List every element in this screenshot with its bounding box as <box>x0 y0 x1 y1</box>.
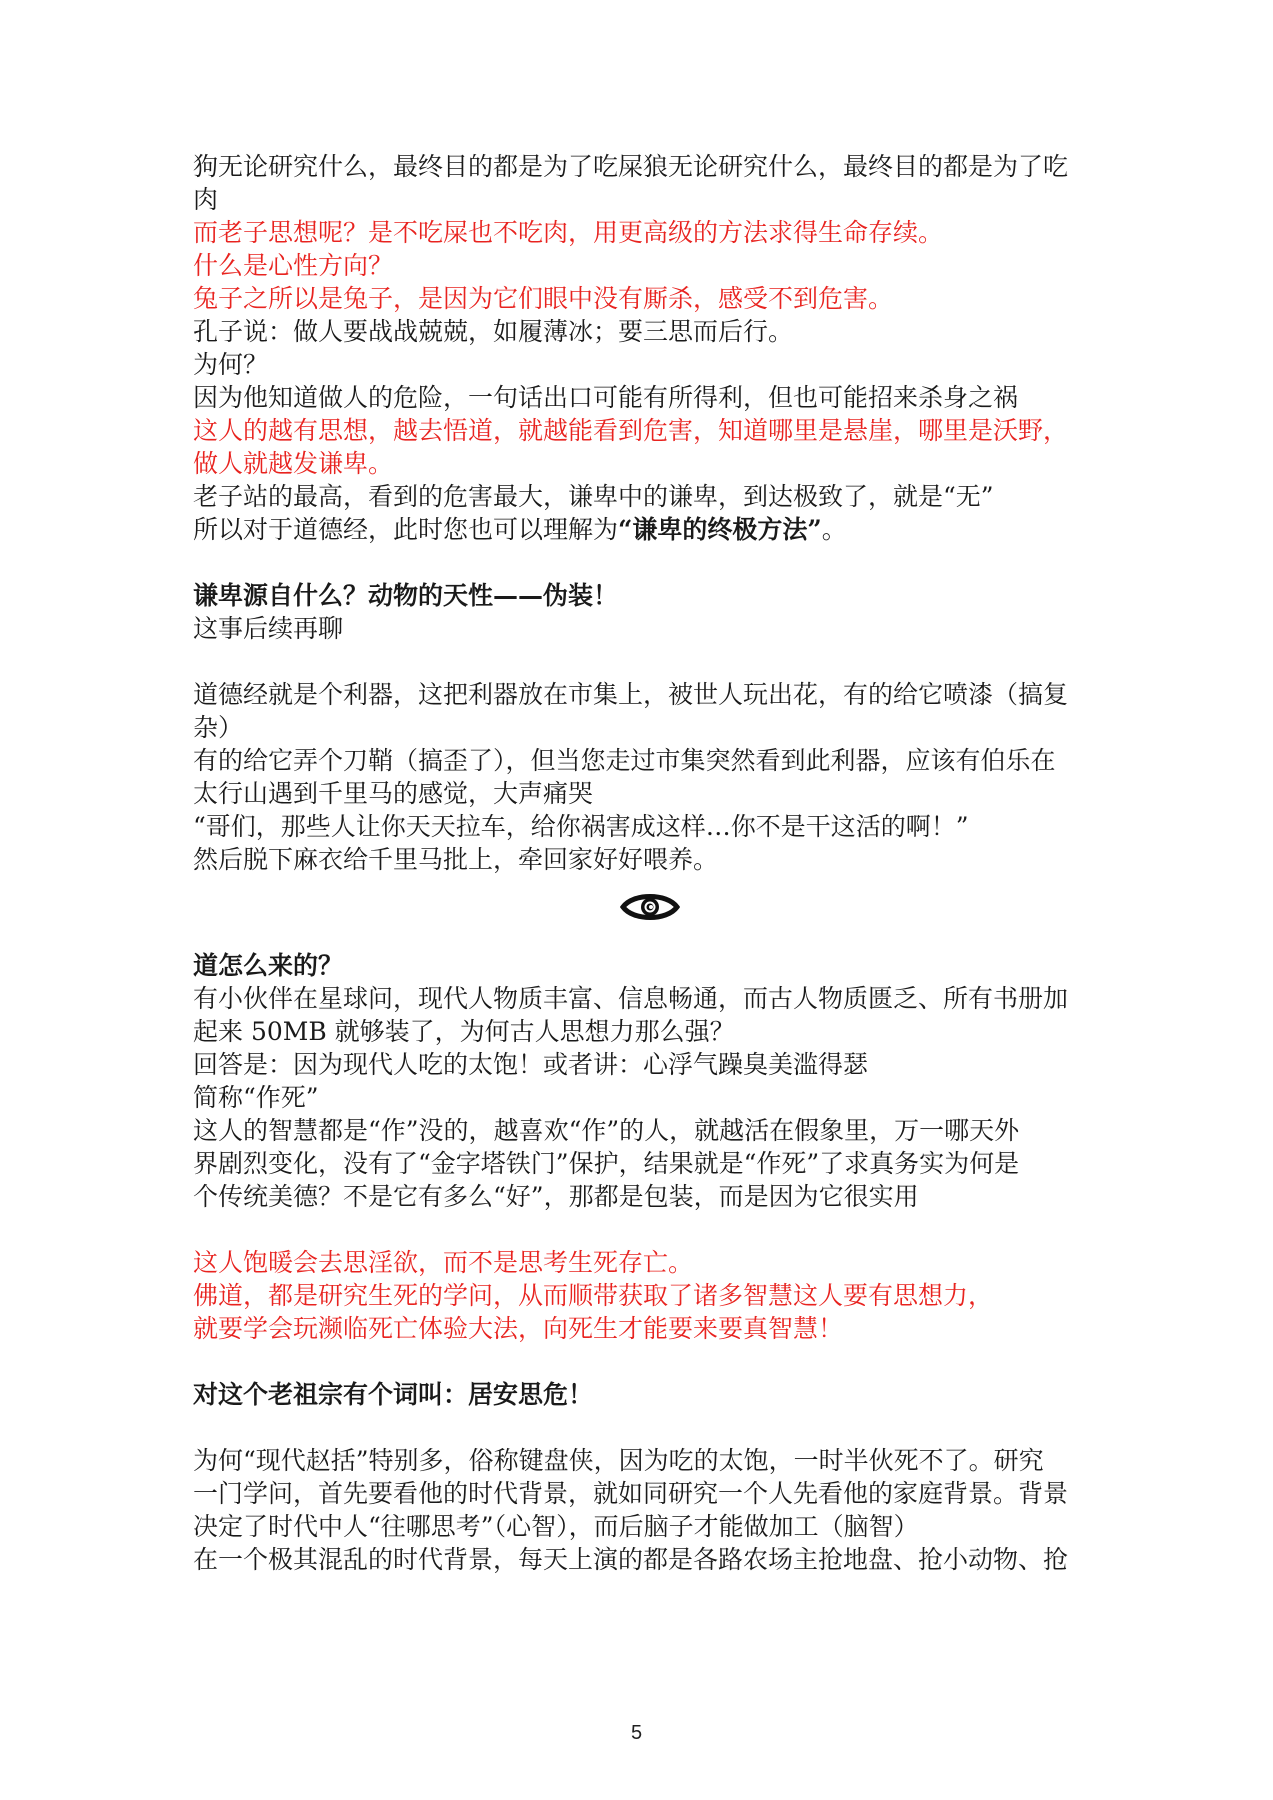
highlight-paragraph: 这人饱暖会去思淫欲，而不是思考生死存亡。 <box>193 1248 694 1277</box>
highlight-paragraph: 而老子思想呢？是不吃屎也不吃肉，用更高级的方法求得生命存续。 <box>193 218 944 247</box>
paragraph: 一门学问，首先要看他的时代背景，就如同研究一个人先看他的家庭背景。背景 <box>193 1479 1069 1508</box>
section-heading: 谦卑源自什么？动物的天性——伪装！ <box>193 581 619 610</box>
highlight-paragraph: 什么是心性方向？ <box>193 251 394 280</box>
paragraph: 道德经就是个利器，这把利器放在市集上，被世人玩出花，有的给它喷漆（搞复 <box>193 680 1069 709</box>
paragraph: 决定了时代中人“往哪思考”（心智），而后脑子才能做加工（脑智） <box>193 1512 919 1541</box>
eye-divider <box>193 876 1093 949</box>
spacer <box>193 645 1093 678</box>
paragraph: 为何？ <box>193 350 269 379</box>
paragraph: 个传统美德？不是它有多么“好”，那都是包装，而是因为它很实用 <box>193 1182 919 1211</box>
paragraph: 杂） <box>193 713 244 742</box>
paragraph: 这人的智慧都是“作”没的，越喜欢“作”的人，就越活在假象里，万一哪天外 <box>193 1116 1020 1145</box>
spacer <box>193 1213 1093 1246</box>
paragraph: 这事后续再聊 <box>193 614 344 643</box>
text-span: 。 <box>821 515 847 544</box>
document-body <box>193 150 1093 1576</box>
paragraph: 老子站的最高，看到的危害最大，谦卑中的谦卑，到达极致了，就是“无” <box>193 482 994 511</box>
spacer <box>193 546 1093 579</box>
paragraph: 狗无论研究什么，最终目的都是为了吃屎狼无论研究什么，最终目的都是为了吃 <box>193 152 1069 181</box>
paragraph: 肉 <box>193 185 219 214</box>
paragraph: 为何“现代赵括”特别多，俗称键盘侠，因为吃的太饱，一时半伙死不了。研究 <box>193 1446 1044 1475</box>
highlight-paragraph: 佛道，都是研究生死的学问，从而顺带获取了诸多智慧这人要有思想力， <box>193 1281 994 1310</box>
paragraph: 太行山遇到千里马的感觉，大声痛哭 <box>193 779 594 808</box>
section-heading: 道怎么来的？ <box>193 951 344 980</box>
paragraph <box>193 513 1093 546</box>
highlight-paragraph: 兔子之所以是兔子，是因为它们眼中没有厮杀，感受不到危害。 <box>193 284 894 313</box>
highlight-paragraph: 这人的越有思想，越去悟道，就越能看到危害，知道哪里是悬崖，哪里是沃野， <box>193 416 1069 445</box>
paragraph: 孔子说：做人要战战兢兢，如履薄冰；要三思而后行。 <box>193 317 794 346</box>
highlight-paragraph: 做人就越发谦卑。 <box>193 449 394 478</box>
paragraph: 在一个极其混乱的时代背景，每天上演的都是各路农场主抢地盘、抢小动物、抢 <box>193 1545 1069 1574</box>
spacer <box>193 1345 1093 1378</box>
eye-icon <box>620 889 680 925</box>
bold-phrase: “谦卑的终极方法” <box>618 515 822 544</box>
paragraph: 有小伙伴在星球问，现代人物质丰富、信息畅通，而古人物质匮乏、所有书册加 <box>193 984 1069 1013</box>
paragraph: 起来 50MB 就够装了，为何古人思想力那么强？ <box>193 1017 735 1046</box>
highlight-paragraph: 就要学会玩濒临死亡体验大法，向死生才能要来要真智慧！ <box>193 1314 844 1343</box>
paragraph: “哥们，那些人让你天天拉车，给你祸害成这样…你不是干这活的啊！” <box>193 812 969 841</box>
paragraph: 然后脱下麻衣给千里马批上，牵回家好好喂养。 <box>193 845 719 874</box>
paragraph: 回答是：因为现代人吃的太饱！或者讲：心浮气躁臭美滥得瑟 <box>193 1050 869 1079</box>
section-heading: 对这个老祖宗有个词叫：居安思危！ <box>193 1380 594 1409</box>
spacer <box>193 1411 1093 1444</box>
paragraph: 简称“作死” <box>193 1083 319 1112</box>
paragraph: 因为他知道做人的危险，一句话出口可能有所得利，但也可能招来杀身之祸 <box>193 383 1019 412</box>
paragraph: 有的给它弄个刀鞘（搞歪了），但当您走过市集突然看到此利器，应该有伯乐在 <box>193 746 1056 775</box>
paragraph: 界剧烈变化，没有了“金字塔铁门”保护，结果就是“作死”了求真务实为何是 <box>193 1149 1020 1178</box>
text-span: 所以对于道德经，此时您也可以理解为 <box>193 515 619 544</box>
page-number: 5 <box>630 1722 643 1744</box>
